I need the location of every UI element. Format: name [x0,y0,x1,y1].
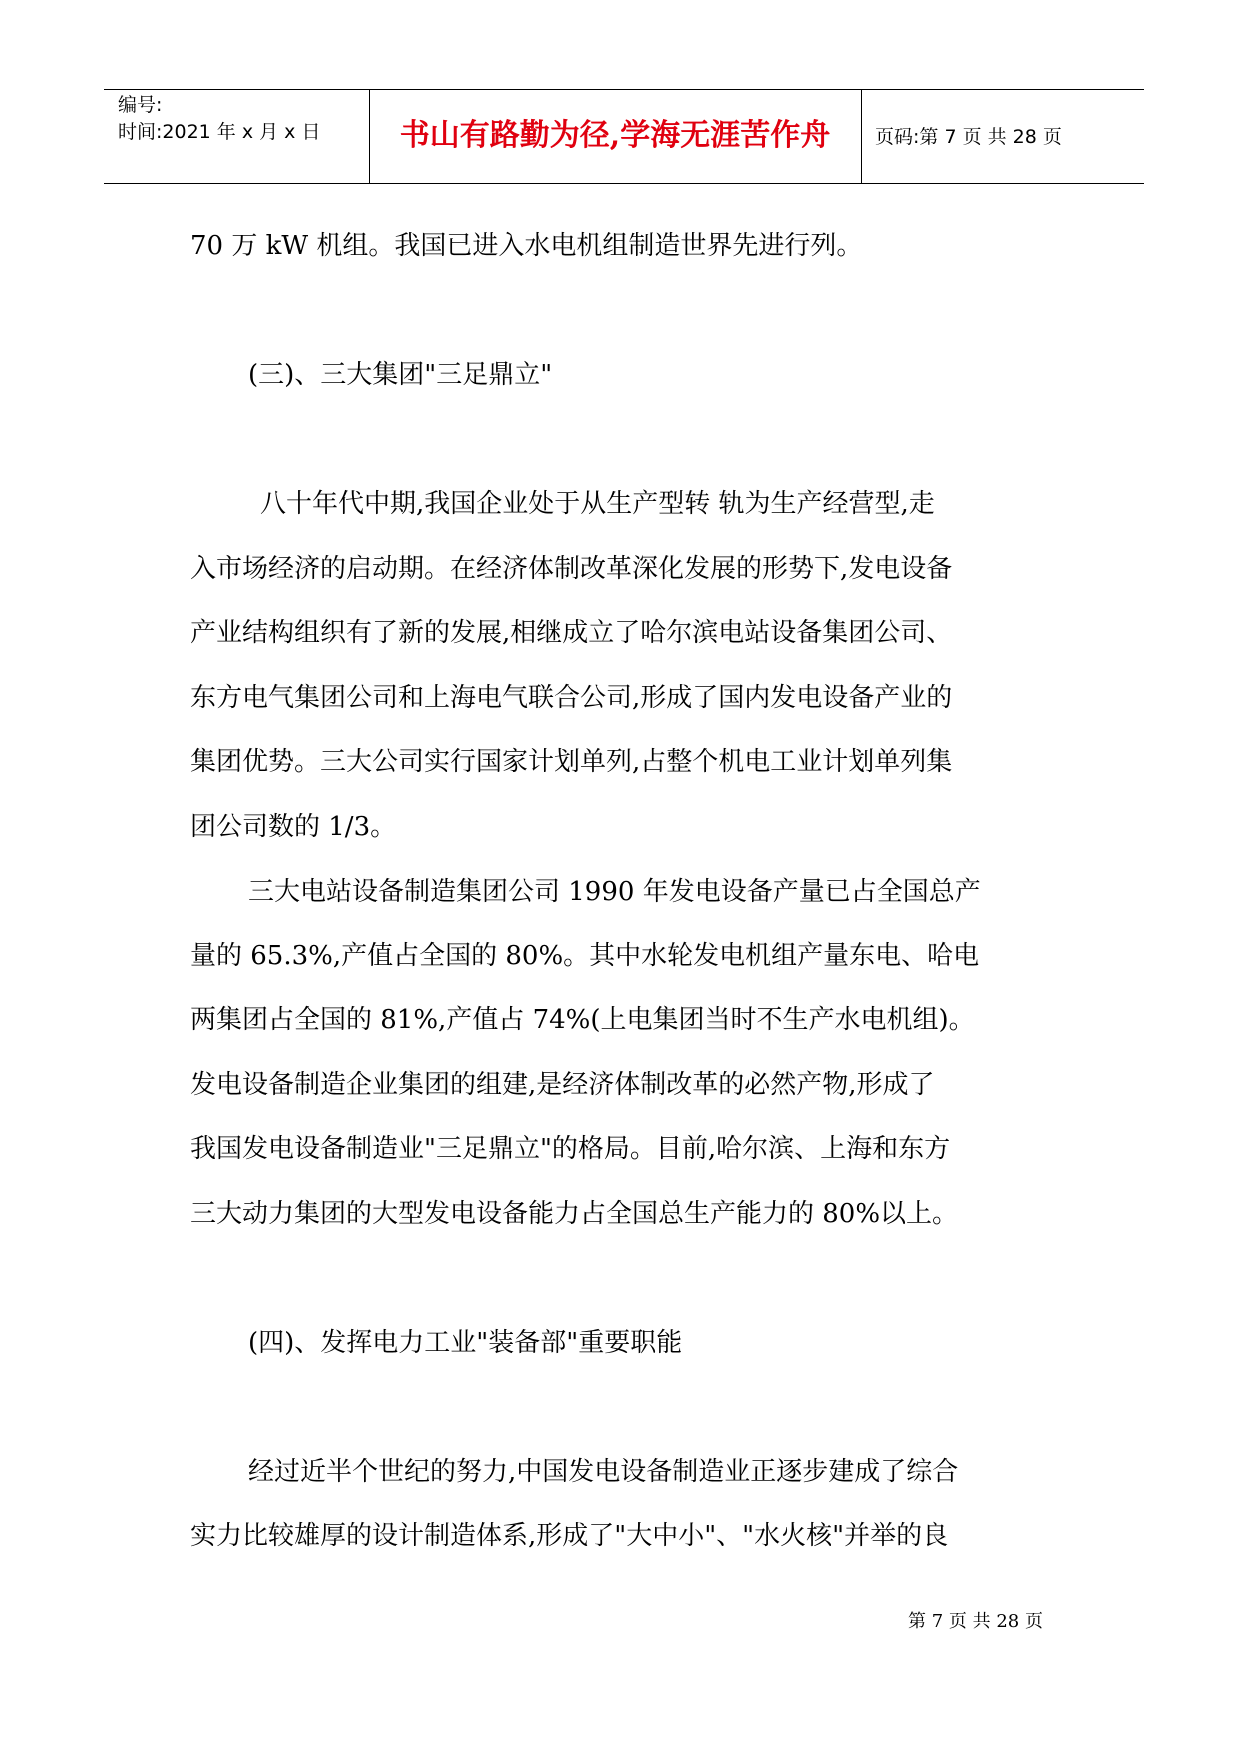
body-line: 入市场经济的启动期。在经济体制改革深化发展的形势下,发电设备 [190,554,953,584]
time-text: 时间:2021 年 x 月 x 日 [118,121,321,143]
body-line: 三大电站设备制造集团公司 1990 年发电设备产量已占全国总产 [248,877,981,907]
header-motto: 书山有路勤为径,学海无涯苦作舟 [399,118,831,153]
body-line: 70 万 kW 机组。我国已进入水电机组制造世界先进行列。 [190,231,863,261]
section-heading-3: (三)、三大集团"三足鼎立" [248,360,553,390]
body-line: 八十年代中期,我国企业处于从生产型转 轨为生产经营型,走 [260,489,935,519]
body-line: 团公司数的 1/3。 [190,812,397,842]
body-line: 两集团占全国的 81%,产值占 74%(上电集团当时不生产水电机组)。 [190,1005,975,1035]
page-footer: 第 7 页 共 28 页 [908,1611,1043,1632]
body-line: 量的 65.3%,产值占全国的 80%。其中水轮发电机组产量东电、哈电 [190,941,980,971]
body-line: 产业结构组织有了新的发展,相继成立了哈尔滨电站设备集团公司、 [190,618,953,648]
header-divider-right [861,89,862,183]
header-top-rule [104,89,1144,90]
serial-label: 编号: [118,94,163,116]
body-line: 我国发电设备制造业"三足鼎立"的格局。目前,哈尔滨、上海和东方 [190,1134,951,1164]
body-line: 发电设备制造企业集团的组建,是经济体制改革的必然产物,形成了 [190,1070,935,1100]
body-line: 集团优势。三大公司实行国家计划单列,占整个机电工业计划单列集 [190,747,953,777]
header-bottom-rule [104,183,1144,184]
body-line: 三大动力集团的大型发电设备能力占全国总生产能力的 80%以上。 [190,1199,959,1229]
body-line: 东方电气集团公司和上海电气联合公司,形成了国内发电设备产业的 [190,683,953,713]
section-heading-4: (四)、发挥电力工业"装备部"重要职能 [248,1328,683,1358]
header-page-number: 页码:第 7 页 共 28 页 [875,126,1062,148]
body-line: 实力比较雄厚的设计制造体系,形成了"大中小"、"水火核"并举的良 [190,1521,949,1551]
body-line: 经过近半个世纪的努力,中国发电设备制造业正逐步建成了综合 [248,1457,959,1487]
header-meta [118,92,320,146]
